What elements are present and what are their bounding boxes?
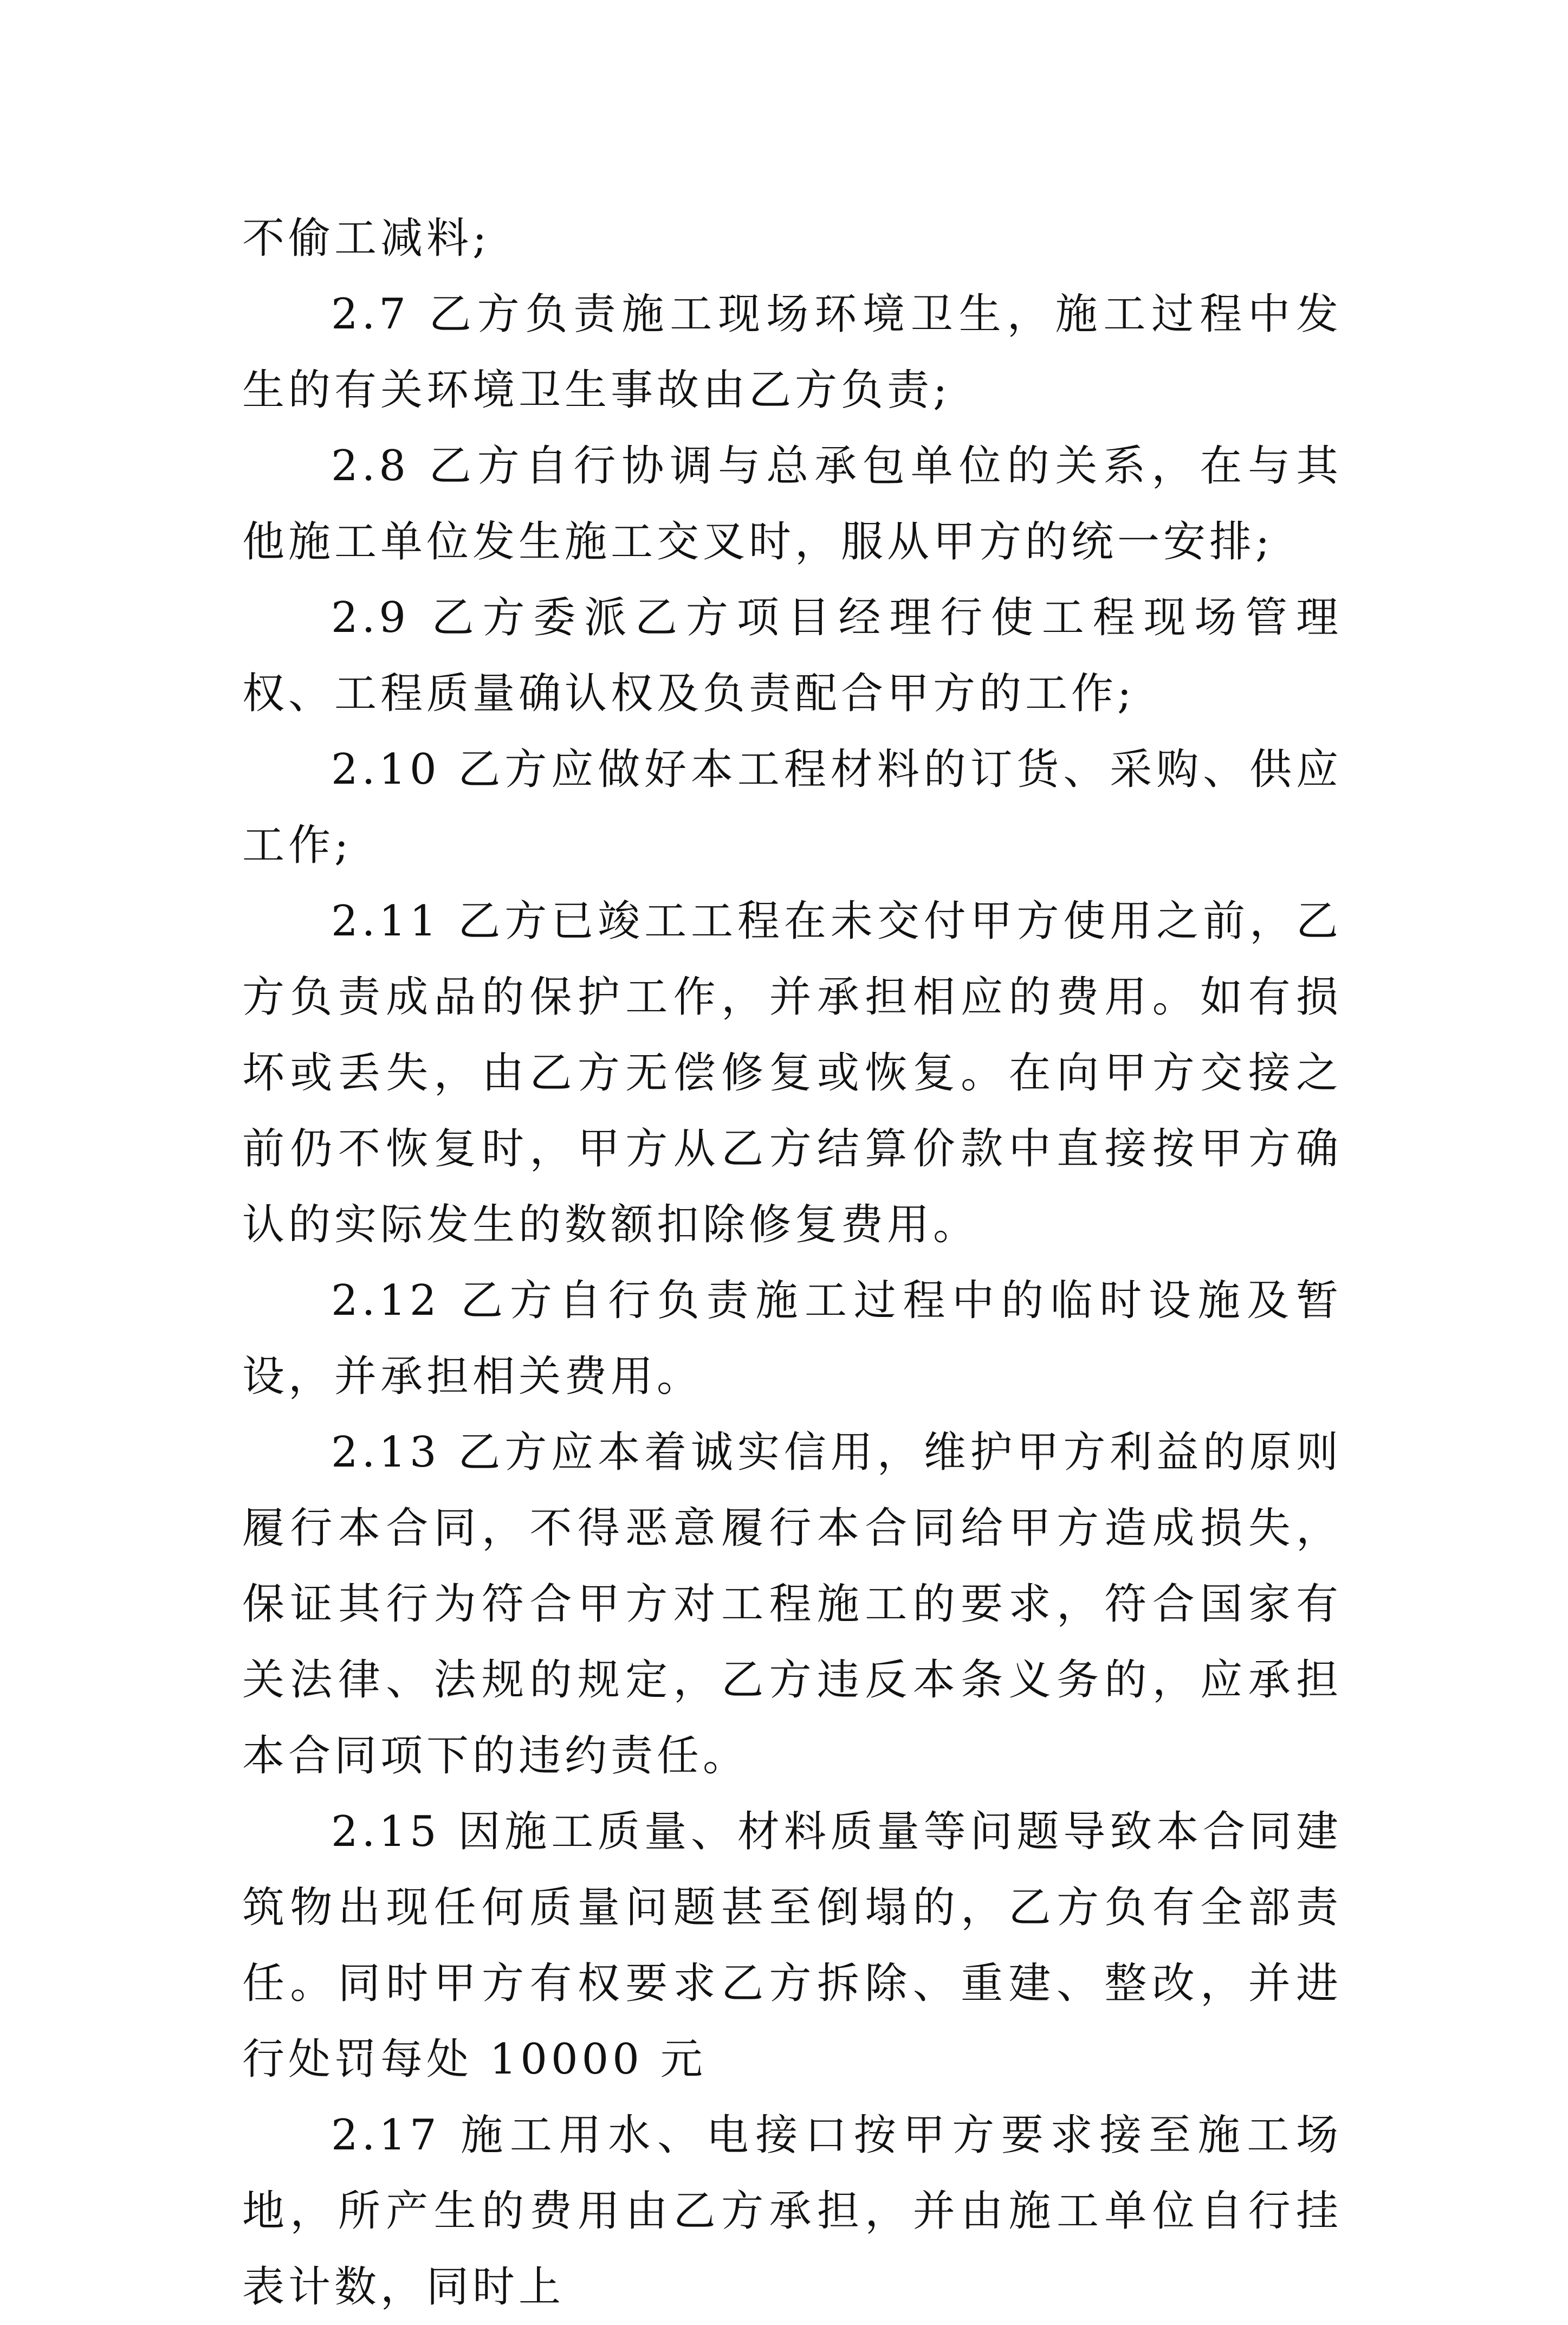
clause-2-12: 2.12 乙方自行负责施工过程中的临时设施及暂设，并承担相关费用。 xyxy=(242,1276,1342,1401)
clause-2-9: 2.9 乙方委派乙方项目经理行使工程现场管理权、工程质量确认权及负责配合甲方的工作; xyxy=(242,593,1342,718)
document-body xyxy=(242,201,1342,2325)
clause-2-11: 2.11 乙方已竣工工程在未交付甲方使用之前，乙方负责成品的保护工作，并承担相应的费用。如有损坏或丢失，由乙方无偿修复或恢复。在向甲方交接之前仍不恢复时，甲方从乙方结算价款中直接按甲方确认的实际发生的数额扣除修复费用。 xyxy=(242,897,1342,1249)
clause-2-13: 2.13 乙方应本着诚实信用，维护甲方利益的原则履行本合同，不得恶意履行本合同给甲方造成损失，保证其行为符合甲方对工程施工的要求，符合国家有关法律、法规的规定，乙方违反本条义务的，应承担本合同项下的违约责任。 xyxy=(242,1428,1342,1780)
clause-2-7: 2.7 乙方负责施工现场环境卫生，施工过程中发生的有关环境卫生事故由乙方负责; xyxy=(242,290,1342,415)
clause-2-17: 2.17 施工用水、电接口按甲方要求接至施工场地，所产生的费用由乙方承担，并由施工单位自行挂表计数，同时上 xyxy=(242,2111,1342,2311)
clause-2-10: 2.10 乙方应做好本工程材料的订货、采购、供应工作; xyxy=(242,745,1342,870)
clause-2-15: 2.15 因施工质量、材料质量等问题导致本合同建筑物出现任何质量问题甚至倒塌的，乙方负有全部责任。同时甲方有权要求乙方拆除、重建、整改，并进行处罚每处 10000 元 xyxy=(242,1807,1342,2084)
clause-2-8: 2.8 乙方自行协调与总承包单位的关系，在与其他施工单位发生施工交叉时，服从甲方的统一安排; xyxy=(242,442,1342,566)
paragraph-continuation: 不偷工减料; xyxy=(242,214,491,263)
